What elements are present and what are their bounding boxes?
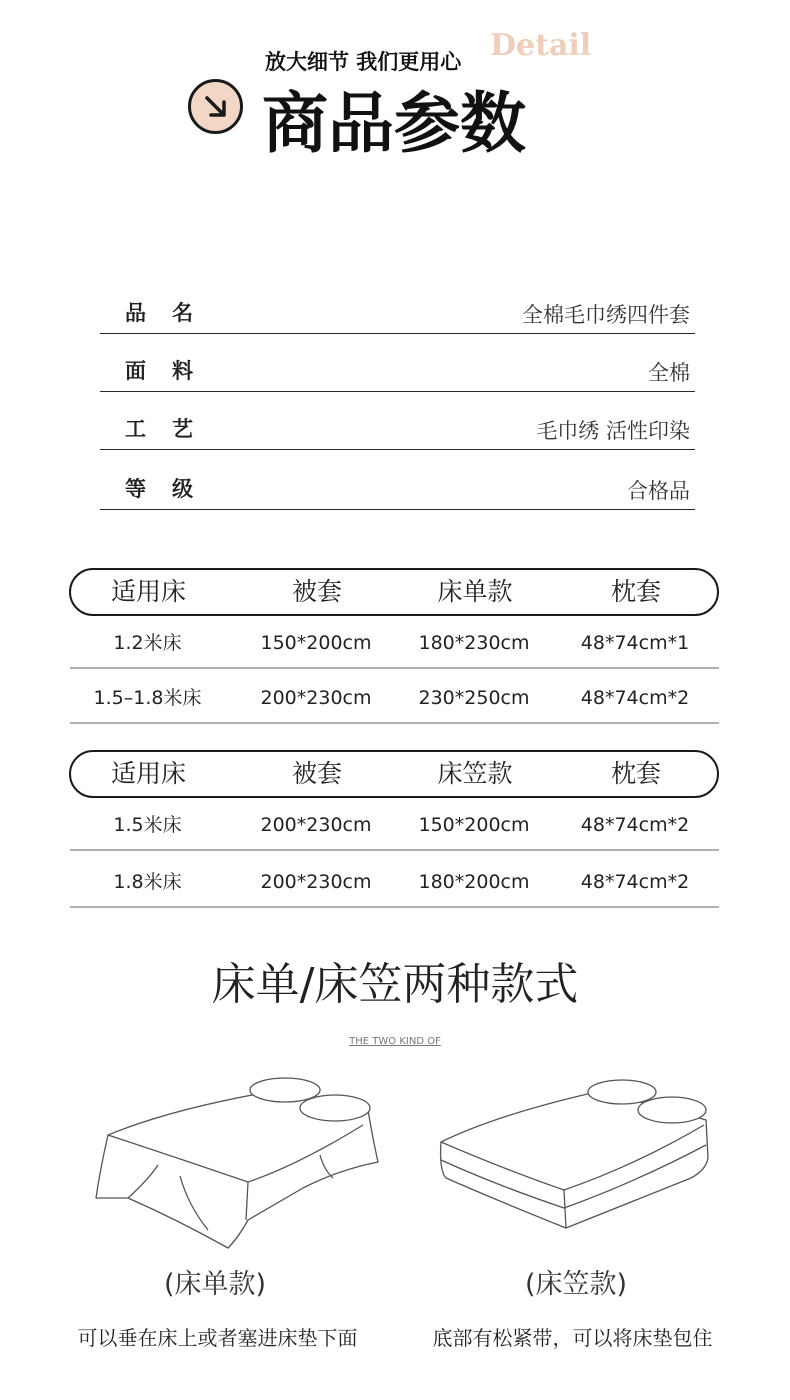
header-cell: 被套 xyxy=(291,759,342,788)
param-row-name xyxy=(100,276,695,334)
flat-sheet-description: 可以垂在床上或者塞进床垫下面 xyxy=(77,1326,358,1350)
header-cell: 床笠款 xyxy=(437,759,513,788)
param-row-fabric xyxy=(100,334,695,392)
table-cell: 150*200cm xyxy=(260,632,372,654)
table-cell: 180*230cm xyxy=(418,632,530,654)
param-value: 全棉毛巾绣四件套 xyxy=(522,303,690,327)
page-title: 商品参数 xyxy=(262,85,526,162)
table-cell: 200*230cm xyxy=(260,687,372,709)
table-cell: 230*250cm xyxy=(418,687,530,709)
styles-section-caption: THE TWO KIND OF xyxy=(349,1036,441,1047)
header-cell: 床单款 xyxy=(437,577,513,606)
table-cell: 180*200cm xyxy=(418,871,530,893)
param-value: 全棉 xyxy=(648,361,690,385)
table-row xyxy=(70,853,719,908)
param-label: 等级 xyxy=(125,477,219,501)
fitted-sheet-description: 底部有松紧带，可以将床垫包住 xyxy=(432,1326,713,1350)
param-row-craft xyxy=(100,392,695,450)
table-cell: 150*200cm xyxy=(418,814,530,836)
header-cell: 适用床 xyxy=(110,759,186,788)
size-table-flat-header xyxy=(69,568,719,616)
styles-section-title: 床单/床笠两种款式 xyxy=(211,959,579,1010)
table-cell: 1.8米床 xyxy=(113,871,182,893)
header-cell: 枕套 xyxy=(610,759,661,788)
flat-sheet-caption: (床单款) xyxy=(163,1269,267,1300)
table-cell: 48*74cm*2 xyxy=(580,687,690,709)
table-cell: 48*74cm*1 xyxy=(580,632,690,654)
table-cell: 1.2米床 xyxy=(113,632,182,654)
header-cell: 被套 xyxy=(291,577,342,606)
table-row xyxy=(70,796,719,851)
table-row xyxy=(70,669,719,724)
table-cell: 200*230cm xyxy=(260,871,372,893)
header-subtitle: 放大细节 我们更用心 xyxy=(265,50,462,74)
flat-sheet-bed-icon xyxy=(88,1070,388,1250)
arrow-down-right-icon xyxy=(188,79,243,134)
param-value: 合格品 xyxy=(627,479,690,503)
fitted-sheet-bed-icon xyxy=(436,1070,716,1240)
param-value: 毛巾绣 活性印染 xyxy=(536,419,690,443)
param-row-grade xyxy=(100,452,695,510)
table-cell: 48*74cm*2 xyxy=(580,871,690,893)
size-table-fitted-header xyxy=(69,750,719,798)
table-cell: 1.5米床 xyxy=(113,814,182,836)
table-cell: 200*230cm xyxy=(260,814,372,836)
table-cell: 1.5–1.8米床 xyxy=(93,687,202,709)
header-cell: 枕套 xyxy=(610,577,661,606)
param-label: 工艺 xyxy=(125,417,219,441)
fitted-sheet-caption: (床笠款) xyxy=(524,1269,628,1300)
table-cell: 48*74cm*2 xyxy=(580,814,690,836)
detail-watermark: Detail xyxy=(490,28,592,63)
param-label: 面料 xyxy=(125,359,219,383)
table-row xyxy=(70,614,719,669)
header-cell: 适用床 xyxy=(110,577,186,606)
param-label: 品名 xyxy=(125,301,219,325)
